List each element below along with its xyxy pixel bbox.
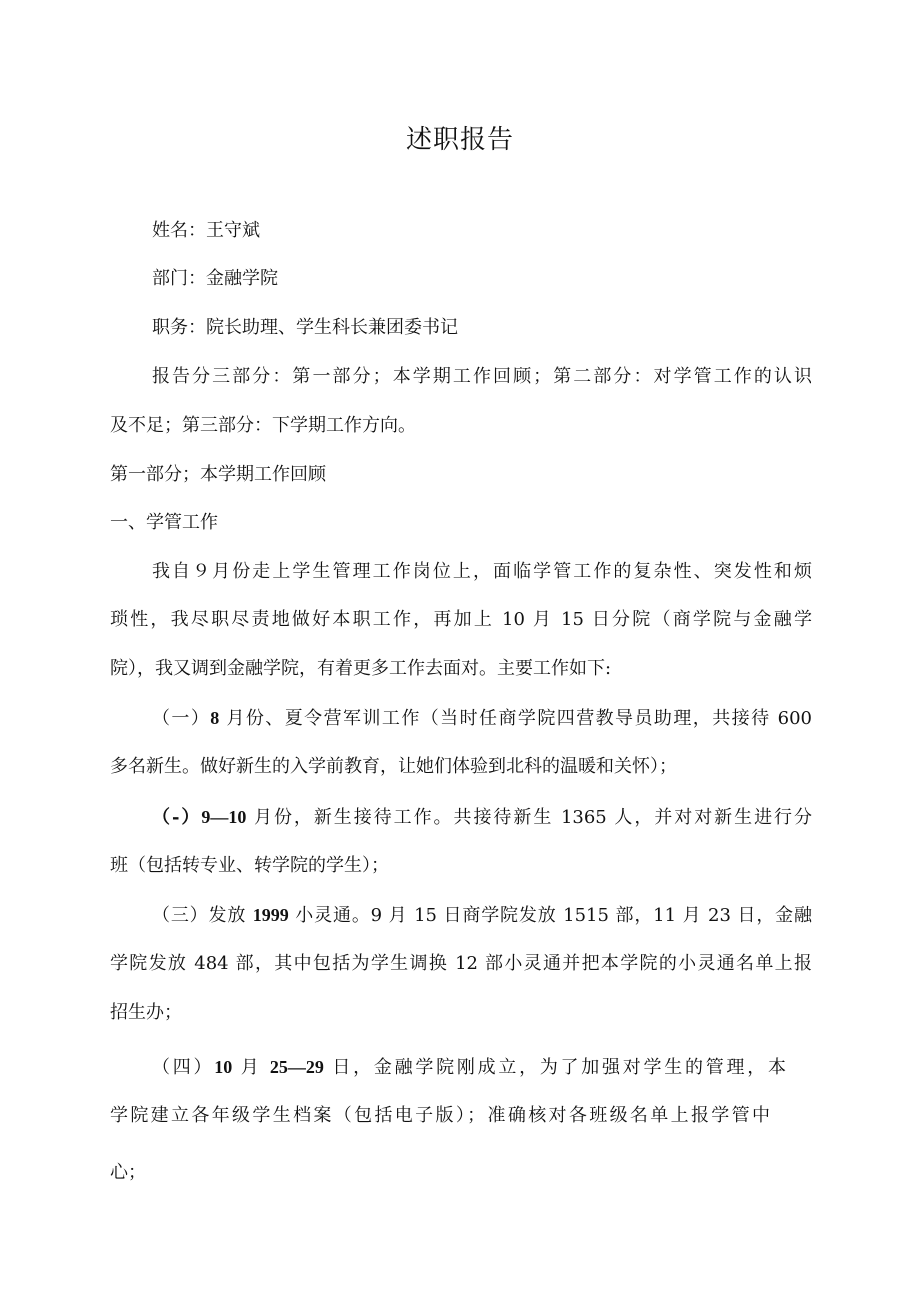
item2-line-2: 班（包括转专业、转学院的学生）； [110, 855, 389, 876]
para1-line-3: 院），我又调到金融学院，有着更多工作去面对。主要工作如下: [110, 658, 612, 679]
item3-line-3: 招生办； [110, 1002, 182, 1023]
item4-line-1 [152, 1054, 786, 1081]
item4-bold-month: 10 [214, 1057, 233, 1077]
item4-line-3: 心； [110, 1162, 146, 1183]
part1-heading: 第一部分；本学期工作回顾 [110, 464, 326, 485]
item4-bold-days: 25—29 [269, 1057, 324, 1077]
item1-line-2: 多名新生。做好新生的入学前教育，让她们体验到北科的温暖和关怀）； [110, 756, 677, 777]
item4-line-2: 学院建立各年级学生档案（包括电子版）；准确核对各班级名单上报学管中 [110, 1105, 770, 1126]
document-title: 述职报告 [405, 125, 514, 155]
item1-bold-number: 8 [210, 708, 220, 728]
item4-mid: 月 [232, 1057, 270, 1078]
para1-line-1: 我自９月份走上学生管理工作岗位上，面临学管工作的复杂性、突发性和烦 [152, 561, 812, 582]
para1-line-2: 琐性，我尽职尽责地做好本职工作，再加上 10 月 15 日分院（商学院与金融学 [110, 609, 812, 630]
item2-line-1-rest: 月份，新生接待工作。共接待新生 1365 人，并对对新生进行分 [246, 807, 812, 828]
item3-prefix: （三）发放 [152, 905, 253, 926]
item4-line-1-rest: 日，金融学院刚成立，为了加强对学生的管理，本 [323, 1057, 786, 1078]
item3-line-2: 学院发放 484 部，其中包括为学生调换 12 部小灵通并把本学院的小灵通名单上报 [110, 953, 812, 974]
item1-line-1-rest: 月份、夏令营军训工作（当时任商学院四营教导员助理，共接待 600 [219, 708, 813, 729]
item2-prefix: （-） [152, 807, 202, 828]
intro-line-1: 报告分三部分：第一部分；本学期工作回顾；第二部分：对学管工作的认识 [152, 366, 812, 387]
item3-line-1-rest: 小灵通。9 月 15 日商学院发放 1515 部，11 月 23 日，金融 [288, 905, 812, 926]
item2-bold-range: 9—10 [201, 807, 247, 827]
intro-line-2: 及不足；第三部分：下学期工作方向。 [110, 415, 416, 436]
section1-heading: 一、学管工作 [110, 512, 218, 533]
name-line: 姓名：王守斌 [152, 220, 260, 241]
item3-bold-number: 1999 [252, 905, 289, 925]
item2-line-1 [152, 804, 812, 831]
department-line: 部门：金融学院 [152, 268, 278, 289]
item4-prefix: （四） [152, 1057, 215, 1078]
item3-line-1 [152, 902, 812, 929]
position-line: 职务：院长助理、学生科长兼团委书记 [152, 317, 458, 338]
item1-prefix: （一） [152, 708, 211, 729]
item1-line-1 [152, 705, 812, 732]
